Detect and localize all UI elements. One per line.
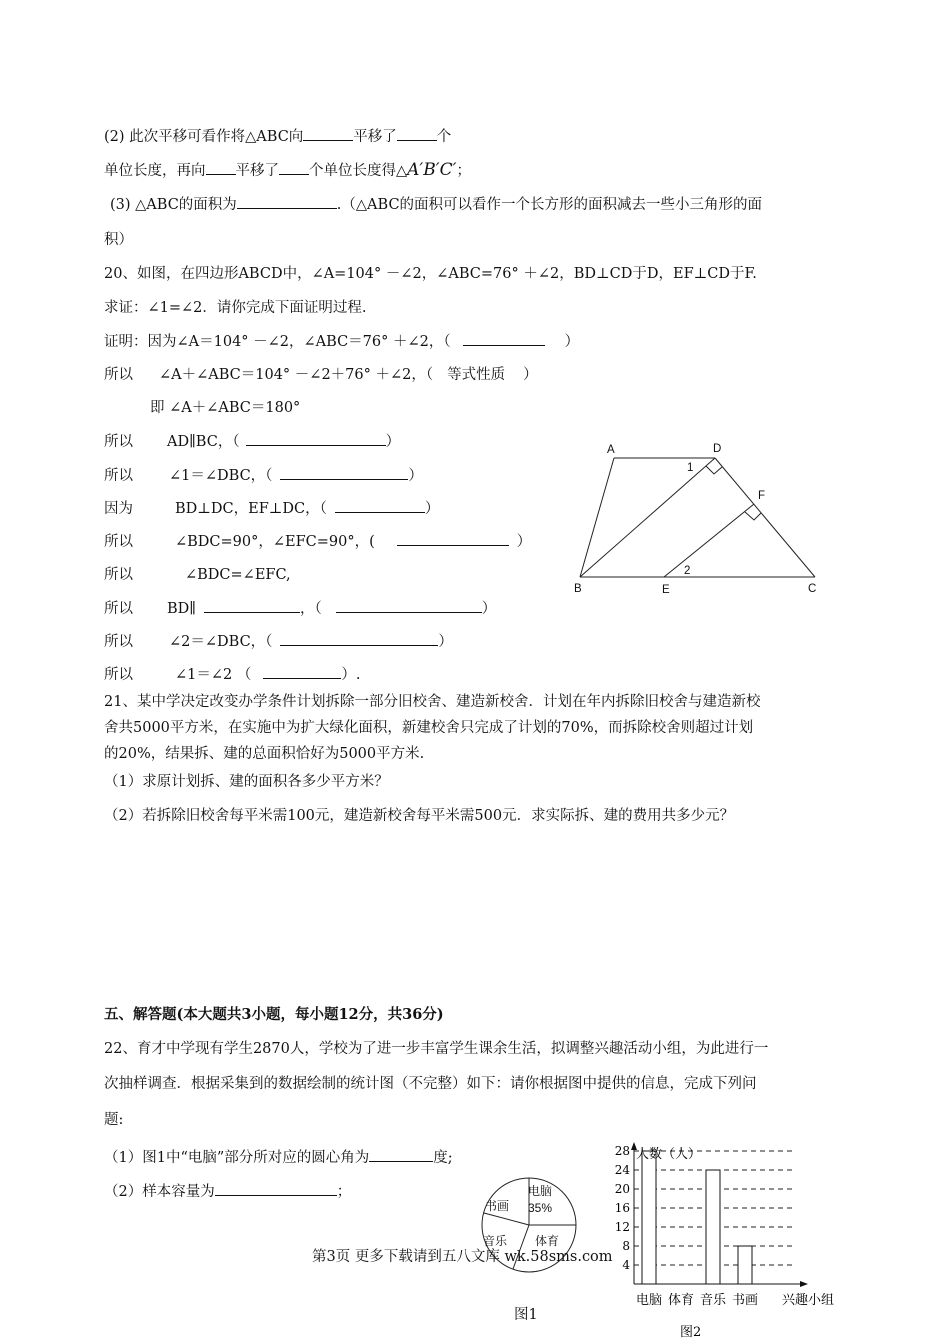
proof-step-6: 因为 BD⊥DC，EF⊥DC，（ ） [104, 498, 439, 519]
answer-blank[interactable] [369, 1147, 433, 1162]
q19-part3-line1: (3) △ABC的面积为 .（△ABC的面积可以看作一个长方形的面积减去一些小三角形的面 [110, 194, 762, 215]
answer-blank[interactable] [463, 331, 545, 346]
bar-0 [642, 1151, 656, 1284]
segment-BD [580, 458, 715, 577]
y-tick-label: 24 [614, 1163, 630, 1177]
answer-blank[interactable] [263, 664, 341, 679]
x-category-label: 音乐 [699, 1293, 727, 1308]
y-tick-label: 16 [614, 1201, 630, 1215]
proof-step-7: 所以 ∠BDC=90°，∠EFC=90°，( ） [104, 531, 531, 552]
proof-step-1: 证明：因为∠A＝104° －∠2，∠ABC＝76° ＋∠2，（ ） [104, 331, 579, 352]
answer-blank[interactable] [335, 498, 425, 513]
answer-blank[interactable] [397, 531, 509, 546]
angle-label-1: 1 [687, 462, 694, 474]
x-category-label: 电脑 [635, 1293, 663, 1308]
y-tick-label: 4 [622, 1258, 630, 1272]
right-angle-mark-D [706, 466, 722, 474]
q20-prove: 求证：∠1=∠2．请你完成下面证明过程. [104, 300, 367, 316]
answer-blank[interactable] [246, 431, 386, 446]
label-C: C [808, 583, 817, 595]
section-title: 五、解答题(本大题共3小题，每小题12分，共36分) [104, 1006, 444, 1023]
q21-line3: 的20%，结果拆、建的总面积恰好为5000平方米. [104, 746, 425, 762]
y-axis-label: 人数（人） [636, 1147, 702, 1162]
y-tick-label: 20 [614, 1182, 630, 1196]
label-D: D [713, 443, 722, 455]
q21-line2: 舍共5000平方米，在实施中为扩大绿化面积，新建校舍只完成了计划的70%，而拆除校舍则超过计划 [104, 720, 754, 736]
answer-blank[interactable] [336, 598, 482, 613]
chart-x-labels [636, 1292, 758, 1308]
q19-part3-line2: 积） [104, 232, 133, 248]
q22-line2: 次抽样调查．根据采集到的数据绘制的统计图（不完整）如下：请你根据图中提供的信息，完成下列问 [104, 1076, 757, 1092]
label-B: B [574, 583, 582, 595]
pie-label-art: 书画 [485, 1199, 510, 1213]
answer-blank[interactable] [280, 465, 408, 480]
q21-sub2: （2）若拆除旧校舍每平米需100元，建造新校舍每平米需500元．求实际拆、建的费用共多少元？ [104, 808, 735, 824]
q22-line3: 题: [104, 1112, 124, 1128]
pie-label-computer-pct: 35% [528, 1201, 553, 1215]
pie-divider [484, 1213, 529, 1225]
proof-step-4: 所以 AD∥BC，（ ） [104, 431, 400, 452]
q19-part2-line2: 单位长度，再向 平移了 个单位长度得△A′B′C′； [104, 160, 472, 180]
figure-1-caption: 图1 [514, 1307, 538, 1323]
q20-stem: 20、如图，在四边形ABCD中，∠A=104° －∠2，∠ABC=76° ＋∠2，BD⊥CD于D，EF⊥CD于F. [104, 266, 757, 282]
figure-2-caption: 图2 [680, 1325, 702, 1340]
x-axis-label: 兴趣小组 [782, 1293, 835, 1308]
answer-blank[interactable] [215, 1181, 337, 1196]
q19-part2-line1: (2) 此次平移可看作将△ABC向 平移了 个 [104, 126, 451, 147]
pie-label-music: 音乐 [483, 1234, 508, 1248]
pie-label-sports: 体育 [535, 1234, 560, 1248]
q21-line1: 21、某中学决定改变办学条件计划拆除一部分旧校舍、建造新校舍．计划在年内拆除旧校舍与建造新校 [104, 694, 761, 710]
q22-sub1: （1）图1中“电脑”部分所对应的圆心角为 度; [104, 1147, 453, 1168]
proof-step-11: 所以 ∠1＝∠2 （ ）. [104, 664, 360, 685]
y-tick-label: 28 [614, 1144, 630, 1158]
proof-step-9: 所以 BD∥ ，（ ） [104, 598, 496, 619]
answer-blank[interactable] [279, 160, 309, 175]
x-category-label: 体育 [667, 1293, 695, 1308]
y-tick-label: 8 [622, 1239, 630, 1253]
segment-EF [664, 504, 754, 577]
segment-DC [715, 458, 815, 577]
right-angle-mark-F [745, 512, 761, 520]
proof-step-8: 所以 ∠BDC=∠EFC, [104, 567, 291, 583]
proof-step-10: 所以 ∠2＝∠DBC，（ ） [104, 631, 453, 652]
proof-step-2: 所以 ∠A＋∠ABC＝104° －∠2＋76° ＋∠2，（ 等式性质 ） [104, 367, 538, 383]
x-axis-arrow [800, 1281, 808, 1287]
answer-blank[interactable] [280, 631, 438, 646]
bar-2 [706, 1170, 720, 1284]
answer-blank[interactable] [237, 194, 337, 209]
page-footer: 第3页 更多下载请到五八文库 wk.58sms.com [312, 1249, 613, 1265]
answer-blank[interactable] [204, 598, 300, 613]
bar-3 [738, 1246, 752, 1284]
q22-line1: 22、育才中学现有学生2870人，学校为了进一步丰富学生课余生活，拟调整兴趣活动小组，为此进行一 [104, 1041, 769, 1057]
chart-y-ticks [615, 1144, 631, 1272]
proof-step-5: 所以 ∠1＝∠DBC，（ ） [104, 465, 423, 486]
pie-label-computer: 电脑 [528, 1184, 553, 1198]
label-F: F [758, 490, 766, 502]
angle-label-2: 2 [684, 565, 691, 577]
y-tick-label: 12 [614, 1220, 630, 1234]
label-A: A [607, 444, 615, 456]
q22-sub2: （2）样本容量为 ； [104, 1181, 351, 1202]
quadrilateral-figure [565, 436, 835, 600]
label-E: E [662, 584, 670, 596]
answer-blank[interactable] [206, 160, 236, 175]
bar-chart-figure-2 [596, 1138, 856, 1344]
q21-sub1: （1）求原计划拆、建的面积各多少平方米？ [104, 774, 389, 790]
x-category-label: 书画 [731, 1293, 759, 1308]
answer-blank[interactable] [397, 126, 437, 141]
segment-AB [580, 458, 614, 577]
answer-blank[interactable] [303, 126, 353, 141]
chart-bars [642, 1151, 752, 1284]
proof-step-3: 即 ∠A＋∠ABC＝180° [150, 400, 301, 416]
